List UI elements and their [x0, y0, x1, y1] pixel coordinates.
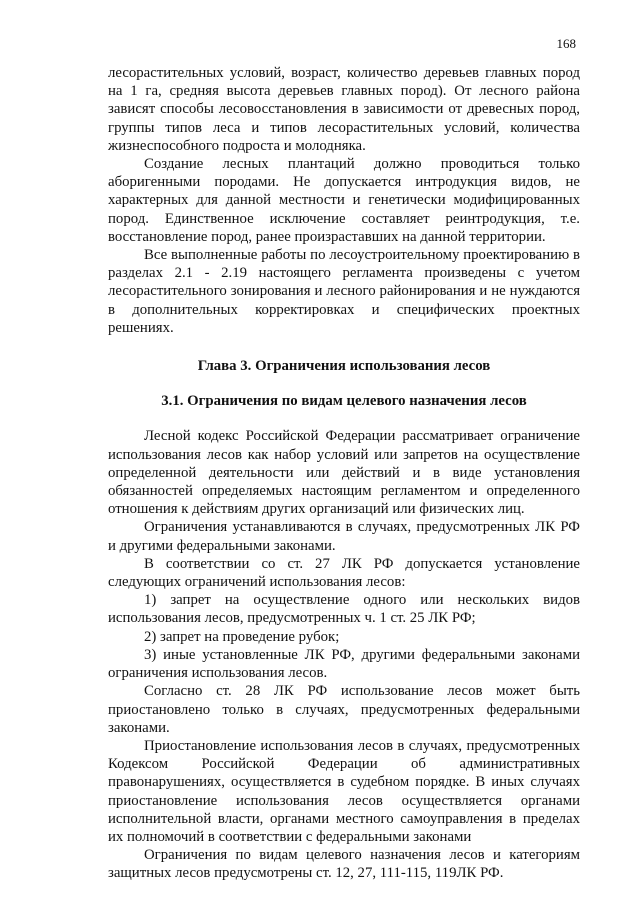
chapter-title: Глава 3. Ограничения использования лесов [197, 358, 491, 375]
paragraph: В соответствии со ст. 27 ЛК РФ допускается установление следующих ограничений использования лесов: [108, 555, 580, 591]
list-item: 2) запрет на проведение рубок; [144, 628, 340, 645]
list-item: 3) иные установленные ЛК РФ, другими федеральными законами ограничения использования лесов. [108, 646, 580, 682]
section-title: 3.1. Ограничения по видам целевого назначения лесов [161, 393, 527, 410]
paragraph: Создание лесных плантаций должно проводиться только аборигенными породами. Не допускается интродукция видов, не характерных для данной местности и генетически модифицированных пород. Единственное исключение составляет реинтродукция, т.е. восстановление пород, ранее произраставших на данной территории. [108, 156, 580, 245]
document-body [108, 64, 580, 883]
paragraph: Приостановление использования лесов в случаях, предусмотренных Кодексом Российской Федерации об административных правонарушениях, осуществляется в судебном порядке. В иных случаях приостановление использования лесов осуществляется органами исполнительной власти, органами местного самоуправления в пределах их полномочий в соответствии с федеральными законами [108, 737, 580, 845]
paragraph: лесорастительных условий, возраст, количество деревьев главных пород на 1 га, средняя высота деревьев главных пород). От лесного района зависят способы лесовосстановления в зависимости от древесных пород, группы типов леса и типов лесорастительных условий, количества жизнеспособного подроста и молодняка. [108, 65, 580, 154]
paragraph: Все выполненные работы по лесоустроительному проектированию в разделах 2.1 - 2.19 настоящего регламента произведены с учетом лесорастительного зонирования и лесного районирования и не нуждаются в дополнительных корректировках и специфических проектных решениях. [108, 247, 580, 336]
list-item: 1) запрет на осуществление одного или нескольких видов использования лесов, предусмотренных ч. 1 ст. 25 ЛК РФ; [108, 592, 580, 627]
paragraph: Ограничения по видам целевого назначения лесов и категориям защитных лесов предусмотрены ст. 12, 27, 111-115, 119ЛК РФ. [108, 847, 580, 882]
paragraph: Ограничения устанавливаются в случаях, предусмотренных ЛК РФ и другими федеральными законами. [108, 519, 580, 554]
paragraph: Согласно ст. 28 ЛК РФ использование лесов может быть приостановлено только в случаях, предусмотренных федеральными законами. [108, 683, 580, 736]
page-number: 168 [556, 36, 576, 51]
paragraph: Лесной кодекс Российской Федерации рассматривает ограничение использования лесов как набор условий или запретов на осуществление определенной деятельности или действий и в виде установления обязанностей определяемых настоящим регламентом и определенного отношения к действиям других организаций или физических лиц. [108, 428, 580, 518]
